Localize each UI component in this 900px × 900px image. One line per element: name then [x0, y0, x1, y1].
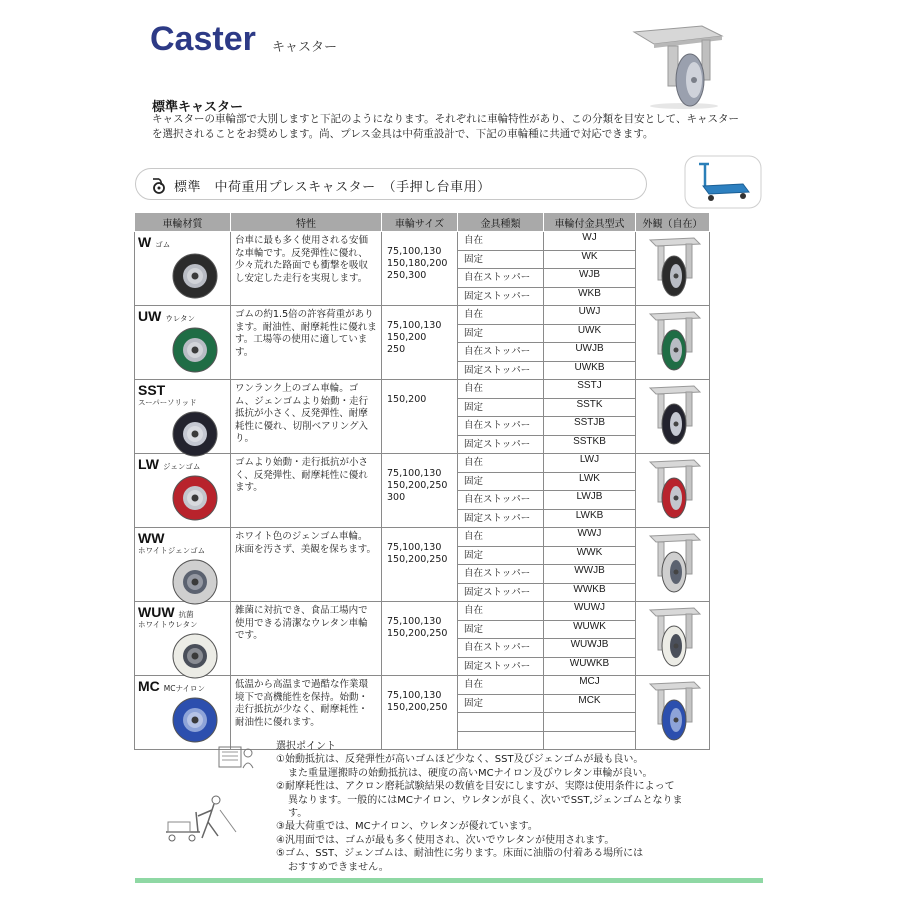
model-code-cell: SSTJB	[544, 417, 636, 436]
caster-photo-cell	[636, 380, 710, 454]
fitting-type-cell: 固定	[458, 472, 544, 491]
material-cell	[135, 232, 231, 306]
model-code-cell: MCK	[544, 694, 636, 713]
material-name: ゴム	[155, 240, 171, 249]
feature-cell: ワンランク上のゴム車輪。ゴム、ジェンゴムより始動・走行抵抗が小さく、反発弾性、耐摩耗性に優れ、切削ベアリング入り。	[231, 380, 382, 454]
wheel-icon	[171, 474, 219, 522]
fitting-type-cell: 固定	[458, 620, 544, 639]
note-line: おすすめできません。	[288, 861, 389, 873]
model-code-cell: WUWK	[544, 620, 636, 639]
material-name-line2: ホワイトウレタン	[138, 620, 198, 629]
fitting-type-cell: 固定ストッパー	[458, 287, 544, 306]
wheel-size-cell	[382, 602, 458, 676]
caster-photo-icon	[636, 602, 708, 672]
caster-spec-table	[134, 212, 710, 750]
fitting-type-cell: 固定	[458, 398, 544, 417]
wheel-size-line: 150,200	[387, 332, 427, 343]
wheel-size-cell	[382, 528, 458, 602]
fitting-type-cell: 固定ストッパー	[458, 361, 544, 380]
caster-photo-cell	[636, 306, 710, 380]
model-code-cell: WWKB	[544, 583, 636, 602]
note-line: す。	[288, 808, 308, 820]
feature-cell: ゴムより始動・走行抵抗が小さく、反発弾性、耐摩耗性に優れます。	[231, 454, 382, 528]
fitting-type-cell: 自在	[458, 676, 544, 695]
fitting-type-cell: 固定ストッパー	[458, 583, 544, 602]
column-header: 外観（自在）	[636, 213, 710, 232]
wheel-icon	[171, 558, 219, 606]
table-row	[135, 232, 710, 251]
material-cell	[135, 380, 231, 454]
material-cell	[135, 528, 231, 602]
caster-photo-icon	[636, 306, 708, 376]
wheel-size-line: 75,100,130	[387, 246, 442, 257]
model-code-cell: LWKB	[544, 509, 636, 528]
wheel-icon	[171, 252, 219, 300]
selection-points	[276, 740, 736, 874]
table-row	[135, 676, 710, 695]
fitting-type-cell: 自在	[458, 602, 544, 621]
note-line: 異なります。一般的にはMCナイロン、ウレタンが良く、次いでSST,ジェンゴムとなりま	[288, 794, 683, 806]
model-code-cell: WKB	[544, 287, 636, 306]
caster-photo-cell	[636, 528, 710, 602]
worker-pushing-cart-icon	[158, 792, 248, 856]
caster-icon	[150, 176, 168, 194]
model-code-cell: SSTK	[544, 398, 636, 417]
fitting-type-cell: 固定ストッパー	[458, 435, 544, 454]
caster-illustration-icon	[628, 22, 728, 110]
material-name-line2: ホワイトジェンゴム	[138, 546, 206, 555]
wheel-size-line: 75,100,130	[387, 468, 442, 479]
wheel-size-line: 75,100,130	[387, 616, 442, 627]
fitting-type-cell: 固定	[458, 546, 544, 565]
column-header: 金具種類	[458, 213, 544, 232]
wheel-icon	[171, 696, 219, 744]
material-cell	[135, 676, 231, 750]
wheel-size-cell	[382, 306, 458, 380]
material-name: ジェンゴム	[163, 462, 201, 471]
banner-text: 標準 中荷重用プレスキャスター （手押し台車用）	[174, 180, 491, 195]
caster-photo-cell	[636, 602, 710, 676]
wheel-size-line: 250,300	[387, 270, 427, 281]
material-cell	[135, 454, 231, 528]
column-header: 車輪材質	[135, 213, 231, 232]
caster-photo-icon	[636, 528, 708, 598]
model-code-cell: LWJB	[544, 491, 636, 510]
table-row	[135, 306, 710, 325]
material-name: MCナイロン	[163, 684, 205, 693]
fitting-type-cell: 固定	[458, 694, 544, 713]
table-header-row	[135, 213, 710, 232]
wheel-size-line: 75,100,130	[387, 690, 442, 701]
page-subtitle: キャスター	[272, 40, 338, 55]
table-row	[135, 380, 710, 399]
wheel-size-line: 75,100,130	[387, 542, 442, 553]
fitting-type-cell: 自在	[458, 380, 544, 399]
model-code-cell: MCJ	[544, 676, 636, 695]
wheel-size-line: 150,200,250	[387, 702, 448, 713]
model-code-cell: LWK	[544, 472, 636, 491]
material-code: WUW	[138, 604, 175, 620]
fitting-type-cell: 自在	[458, 454, 544, 473]
notes-heading: 選択ポイント	[276, 741, 336, 752]
wheel-size-line: 150,200	[387, 394, 427, 405]
note-line: また重量運搬時の始動抵抗は、硬度の高いMCナイロン及びウレタン車輪が良い。	[288, 767, 653, 779]
model-code-cell: UWK	[544, 324, 636, 343]
wheel-size-cell	[382, 232, 458, 306]
caster-photo-icon	[636, 232, 708, 302]
intro-text: キャスターの車輪部で大別しますと下記のようになります。それぞれに車輪特性があり、この分類を目安として、キャスターを選択されることをお奨めします。尚、プレス金具は中荷重設計で、下記の車輪種に共通で対応できます。	[152, 113, 739, 140]
fitting-type-cell: 固定	[458, 250, 544, 269]
fitting-type-cell: 自在ストッパー	[458, 565, 544, 584]
fitting-type-cell	[458, 713, 544, 732]
section-heading: 標準キャスター	[152, 100, 244, 115]
fitting-type-cell: 自在	[458, 306, 544, 325]
caster-photo-icon	[636, 380, 708, 450]
page-title: Caster	[150, 20, 256, 58]
fitting-type-cell: 自在	[458, 528, 544, 547]
wheel-icon	[171, 326, 219, 374]
note-line: ②耐摩耗性は、アクロン磨耗試験結果の数値を目安にしますが、実際は使用条件によって	[276, 781, 675, 793]
model-code-cell: WJB	[544, 269, 636, 288]
wheel-size-line: 150,200,250	[387, 628, 448, 639]
material-code: LW	[138, 456, 159, 472]
material-code: MC	[138, 678, 160, 694]
material-code: WW	[138, 530, 165, 546]
hand-truck-icon	[683, 154, 763, 210]
category-banner	[135, 168, 647, 200]
wheel-size-line: 150,200,250	[387, 554, 448, 565]
wheel-size-cell	[382, 454, 458, 528]
fitting-type-cell: 固定ストッパー	[458, 509, 544, 528]
note-line: ③最大荷重では、MCナイロン、ウレタンが優れています。	[276, 821, 538, 833]
model-code-cell: UWJ	[544, 306, 636, 325]
model-code-cell: WUWKB	[544, 657, 636, 676]
model-code-cell: UWKB	[544, 361, 636, 380]
wheel-icon	[171, 632, 219, 680]
wheel-icon	[171, 410, 219, 458]
model-code-cell: SSTJ	[544, 380, 636, 399]
note-line: ⑤ゴム、SST、ジェンゴムは、耐油性に劣ります。床面に油脂の付着ある場所には	[276, 848, 644, 860]
material-name-line2: スーパーソリッド	[138, 398, 197, 407]
fitting-type-cell: 自在ストッパー	[458, 417, 544, 436]
wheel-size-line: 300	[387, 492, 406, 503]
caster-photo-cell	[636, 232, 710, 306]
fitting-type-cell: 自在	[458, 232, 544, 251]
table-row	[135, 528, 710, 547]
fitting-type-cell: 自在ストッパー	[458, 491, 544, 510]
model-code-cell: UWJB	[544, 343, 636, 362]
model-code-cell: WK	[544, 250, 636, 269]
note-line: ①始動抵抗は、反発弾性が高いゴムほど少なく、SST及びジェンゴムが最も良い。	[276, 754, 644, 766]
wheel-size-line: 75,100,130	[387, 320, 442, 331]
material-cell	[135, 306, 231, 380]
model-code-cell: WUWJ	[544, 602, 636, 621]
model-code-cell: LWJ	[544, 454, 636, 473]
fitting-type-cell: 自在ストッパー	[458, 639, 544, 658]
model-code-cell: WWJB	[544, 565, 636, 584]
column-header: 車輪サイズ	[382, 213, 458, 232]
material-name: 抗菌	[178, 610, 194, 619]
fitting-type-cell: 自在ストッパー	[458, 343, 544, 362]
fitting-type-cell: 固定ストッパー	[458, 657, 544, 676]
feature-cell: ゴムの約1.5倍の許容荷重があります。耐油性、耐摩耗性に優れます。工場等の使用に適しています。	[231, 306, 382, 380]
material-code: UW	[138, 308, 162, 324]
model-code-cell: WWJ	[544, 528, 636, 547]
material-name: ウレタン	[165, 314, 196, 323]
wheel-size-line: 250	[387, 344, 406, 355]
fitting-type-cell: 自在ストッパー	[458, 269, 544, 288]
wheel-size-cell	[382, 676, 458, 750]
caster-photo-icon	[636, 454, 708, 524]
bottom-divider	[135, 878, 763, 883]
note-line: ④汎用面では、ゴムが最も多く使用され、次いでウレタンが使用されます。	[276, 834, 615, 846]
feature-cell: ホワイト色のジェンゴム車輪。床面を汚さず、美観を保ちます。	[231, 528, 382, 602]
feature-cell: 低温から高温まで過酷な作業環境下で高機能性を保持。始動・走行抵抗が少なく、耐摩耗性・耐油性に優れます。	[231, 676, 382, 750]
caster-photo-icon	[636, 676, 708, 746]
model-code-cell: WUWJB	[544, 639, 636, 658]
model-code-cell: SSTKB	[544, 435, 636, 454]
wheel-size-line: 150,180,200	[387, 258, 448, 269]
model-code-cell: WWK	[544, 546, 636, 565]
feature-cell: 雑菌に対抗でき、食品工場内で使用できる清潔なウレタン車輪です。	[231, 602, 382, 676]
column-header: 特性	[231, 213, 382, 232]
clipboard-icon	[218, 744, 256, 770]
material-code: SST	[138, 382, 166, 398]
wheel-size-line: 150,200,250	[387, 480, 448, 491]
material-cell	[135, 602, 231, 676]
table-row	[135, 454, 710, 473]
fitting-type-cell: 固定	[458, 324, 544, 343]
material-code: W	[138, 234, 152, 250]
caster-photo-cell	[636, 676, 710, 750]
wheel-size-cell	[382, 380, 458, 454]
model-code-cell: WJ	[544, 232, 636, 251]
column-header: 車輪付金具型式	[544, 213, 636, 232]
model-code-cell	[544, 713, 636, 732]
table-row	[135, 602, 710, 621]
feature-cell: 台車に最も多く使用される安価な車輪です。反発弾性に優れ、少々荒れた路面でも衝撃を吸収し安定した走行を実現します。	[231, 232, 382, 306]
caster-photo-cell	[636, 454, 710, 528]
